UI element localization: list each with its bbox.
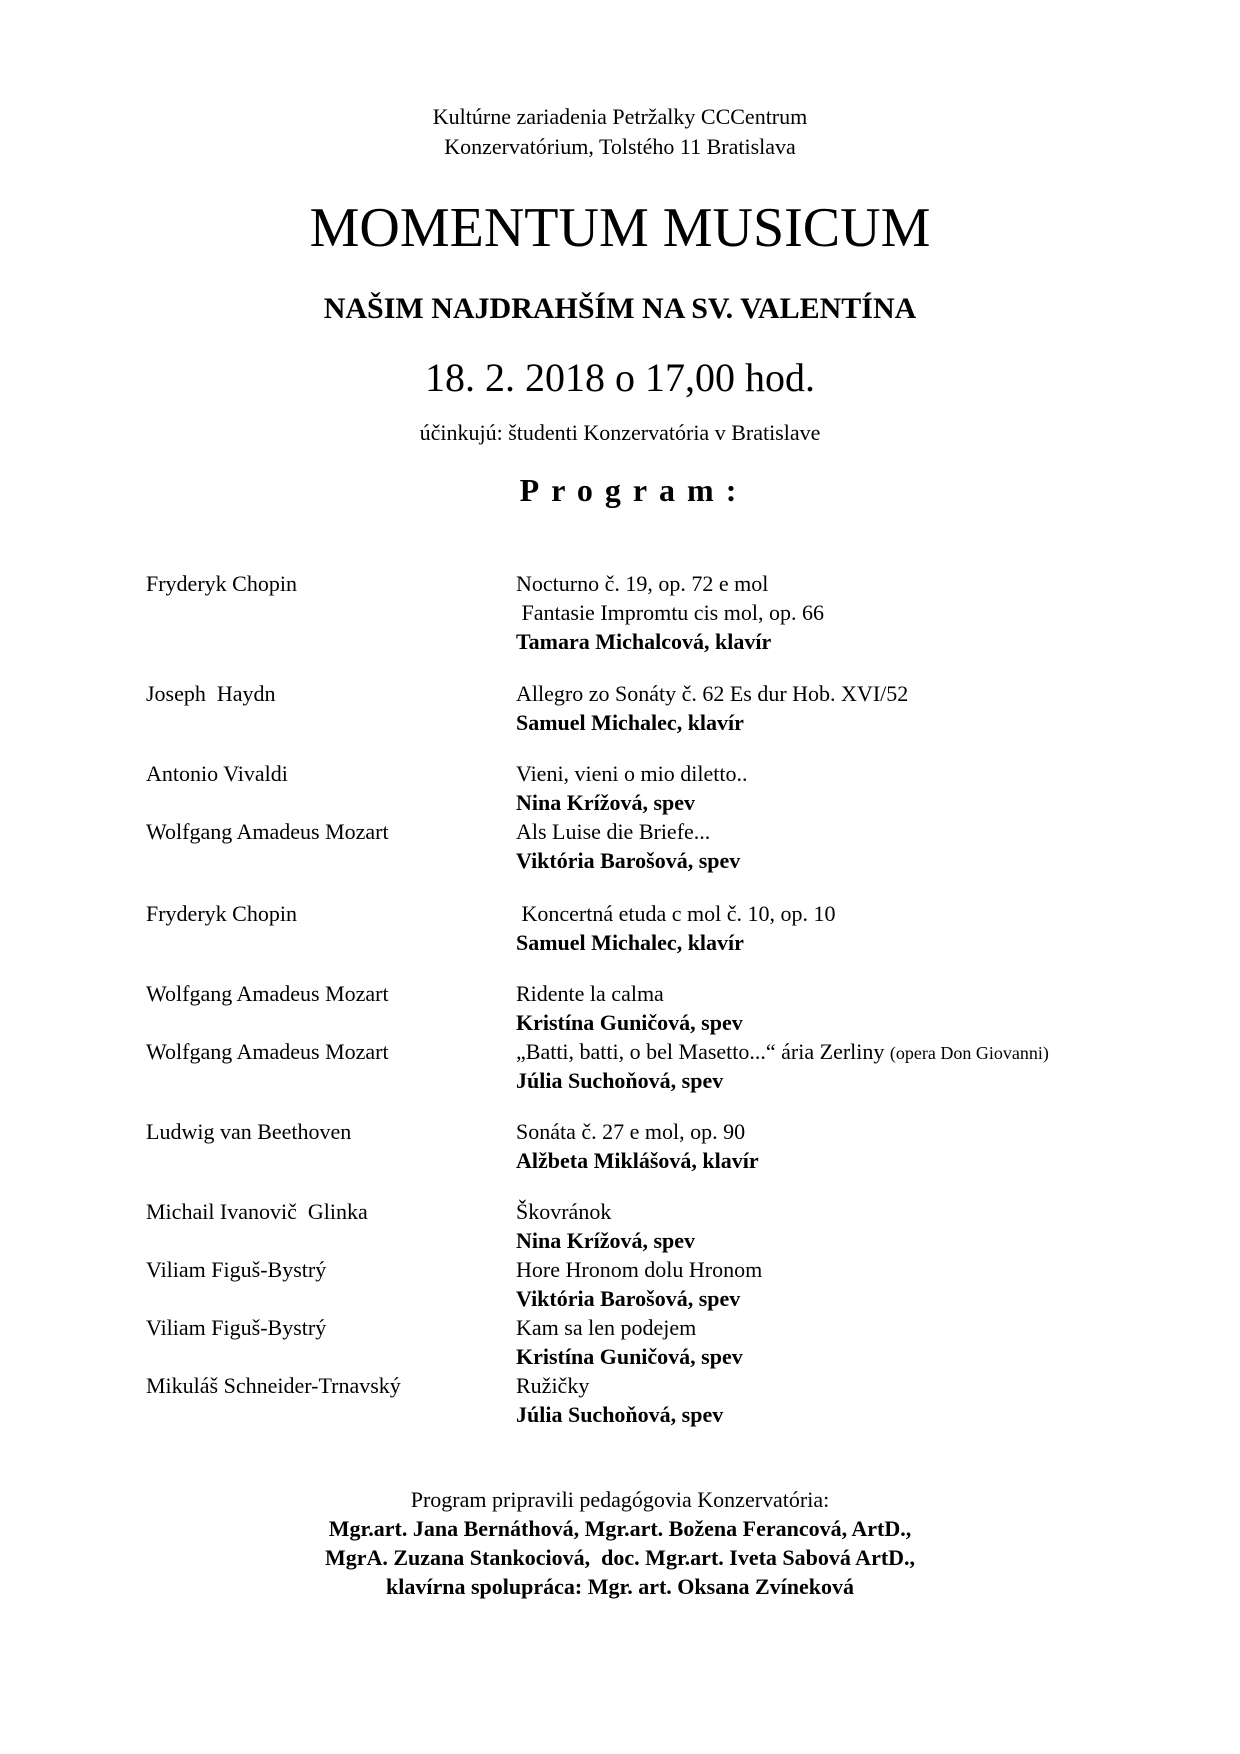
performer: Nina Krížová, spev bbox=[516, 790, 696, 815]
work: „Batti, batti, o bel Masetto...“ ária Zerliny bbox=[516, 1039, 890, 1064]
performer: Samuel Michalec, klavír bbox=[516, 930, 744, 955]
composer: Joseph Haydn bbox=[146, 681, 276, 706]
work: Hore Hronom dolu Hronom bbox=[516, 1257, 763, 1282]
composer: Ludwig van Beethoven bbox=[146, 1119, 352, 1144]
composer: Wolfgang Amadeus Mozart bbox=[146, 819, 389, 844]
footer-intro: Program pripravili pedagógovia Konzervatória: bbox=[410, 1487, 830, 1512]
composer: Viliam Figuš-Bystrý bbox=[146, 1257, 327, 1282]
work-note: (opera Don Giovanni) bbox=[889, 1043, 1049, 1063]
composer: Antonio Vivaldi bbox=[146, 761, 288, 786]
performer: Nina Krížová, spev bbox=[516, 1228, 696, 1253]
program-heading: Program: bbox=[519, 472, 749, 508]
performer: Alžbeta Miklášová, klavír bbox=[516, 1148, 759, 1173]
work: Allegro zo Sonáty č. 62 Es dur Hob. XVI/52 bbox=[516, 681, 909, 706]
performer: Júlia Suchoňová, spev bbox=[516, 1402, 724, 1427]
composer: Fryderyk Chopin bbox=[146, 571, 297, 596]
performer: Júlia Suchoňová, spev bbox=[516, 1068, 724, 1093]
work: Nocturno č. 19, op. 72 e mol bbox=[516, 571, 769, 596]
footer-accompanist: klavírna spolupráca: Mgr. art. Oksana Zvíneková bbox=[386, 1574, 854, 1599]
work: Koncertná etuda c mol č. 10, op. 10 bbox=[516, 901, 836, 926]
composer: Fryderyk Chopin bbox=[146, 901, 297, 926]
work: Kam sa len podejem bbox=[516, 1315, 697, 1340]
performer: Tamara Michalcová, klavír bbox=[516, 629, 772, 654]
work: Vieni, vieni o mio diletto.. bbox=[516, 761, 748, 786]
footer-teachers-2: MgrA. Zuzana Stankociová, doc. Mgr.art. Iveta Sabová ArtD., bbox=[324, 1545, 916, 1570]
work: Ridente la calma bbox=[516, 981, 664, 1006]
work: Fantasie Impromtu cis mol, op. 66 bbox=[516, 600, 824, 625]
work: Ružičky bbox=[516, 1373, 590, 1398]
performer: Viktória Barošová, spev bbox=[516, 1286, 741, 1311]
composer: Mikuláš Schneider-Trnavský bbox=[146, 1373, 401, 1398]
work: Škovránok bbox=[516, 1199, 612, 1224]
concert-subtitle: NAŠIM NAJDRAHŠÍM NA SV. VALENTÍNA bbox=[323, 292, 917, 325]
performer: Samuel Michalec, klavír bbox=[516, 710, 744, 735]
performers-note: účinkujú: študenti Konzervatória v Bratislave bbox=[419, 420, 821, 445]
performer: Kristína Guničová, spev bbox=[516, 1344, 743, 1369]
work: Sonáta č. 27 e mol, op. 90 bbox=[516, 1119, 746, 1144]
composer: Wolfgang Amadeus Mozart bbox=[146, 981, 389, 1006]
performer: Viktória Barošová, spev bbox=[516, 848, 741, 873]
venue-line: Konzervatórium, Tolstého 11 Bratislava bbox=[444, 134, 796, 159]
performer: Kristína Guničová, spev bbox=[516, 1010, 743, 1035]
composer: Viliam Figuš-Bystrý bbox=[146, 1315, 327, 1340]
composer: Michail Ivanovič Glinka bbox=[146, 1199, 368, 1224]
work-line bbox=[516, 1037, 1049, 1068]
composer: Wolfgang Amadeus Mozart bbox=[146, 1039, 389, 1064]
page-title: MOMENTUM MUSICUM bbox=[309, 197, 931, 259]
concert-date: 18. 2. 2018 o 17,00 hod. bbox=[425, 355, 815, 400]
footer-teachers-1: Mgr.art. Jana Bernáthová, Mgr.art. Božena Ferancová, ArtD., bbox=[328, 1516, 912, 1541]
organizer-line: Kultúrne zariadenia Petržalky CCCentrum bbox=[432, 104, 808, 129]
work: Als Luise die Briefe... bbox=[516, 819, 711, 844]
